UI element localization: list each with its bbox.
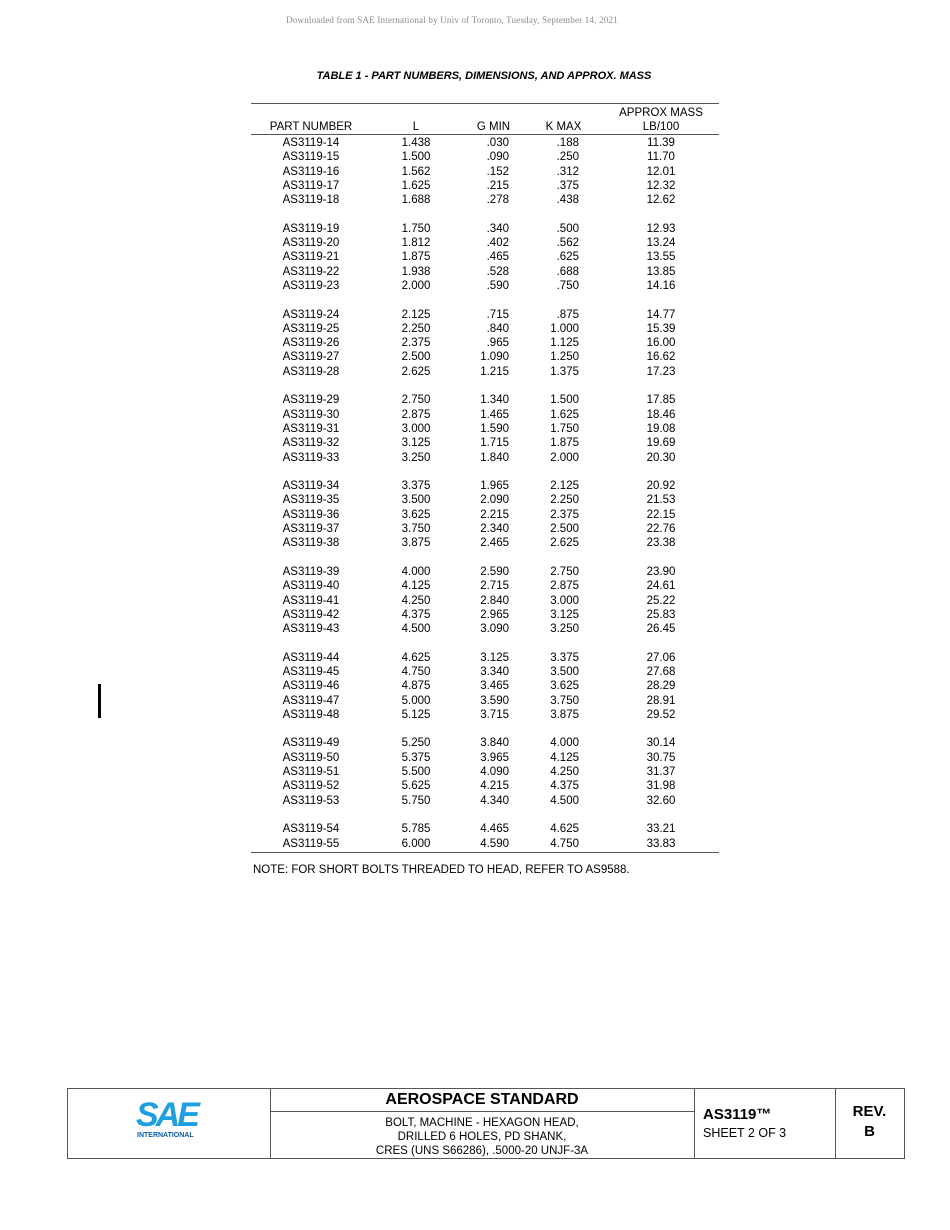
g-min-cell: .715: [486, 308, 509, 321]
k-max-cell: 2.750: [550, 565, 579, 578]
l-cell: 6.000: [401, 837, 431, 850]
l-cell: 1.625: [401, 179, 431, 192]
g-min-cell: 3.465: [480, 680, 509, 693]
mass-cell: 31.98: [646, 780, 676, 793]
l-cell: 3.625: [401, 508, 431, 521]
part-number-cell: AS3119-37: [282, 523, 340, 536]
table-row: [251, 436, 719, 450]
document-cell: [694, 1089, 836, 1158]
part-number-cell: AS3119-49: [282, 737, 340, 750]
l-cell: 4.750: [401, 665, 431, 678]
part-number-cell: AS3119-38: [282, 537, 340, 550]
part-number-cell: AS3119-39: [282, 565, 340, 578]
k-max-cell: 1.250: [550, 351, 579, 364]
mass-cell: 20.30: [646, 451, 676, 464]
mass-cell: 27.06: [646, 651, 676, 664]
table-row: [251, 694, 719, 708]
g-min-cell: 3.125: [480, 651, 509, 664]
row-group: [251, 651, 719, 722]
l-cell: 3.125: [401, 437, 431, 450]
l-cell: 4.250: [401, 594, 431, 607]
mass-cell: 32.60: [646, 794, 676, 807]
mass-cell: 14.16: [646, 279, 676, 292]
g-min-cell: 2.715: [480, 580, 509, 593]
part-description: [270, 1116, 694, 1158]
part-number-cell: AS3119-50: [282, 751, 340, 764]
k-max-cell: 4.125: [550, 751, 579, 764]
k-max-cell: 2.125: [550, 480, 579, 493]
table-row: [251, 393, 719, 407]
description-line: CRES (UNS S66286), .5000-20 UNJF-3A: [375, 1145, 589, 1157]
part-number-cell: AS3119-32: [282, 437, 340, 450]
part-number-cell: AS3119-45: [282, 665, 340, 678]
k-max-cell: 3.750: [550, 694, 579, 707]
mass-cell: 19.69: [646, 437, 676, 450]
l-cell: 3.750: [401, 523, 431, 536]
table-row: [251, 265, 719, 279]
l-cell: 4.625: [401, 651, 431, 664]
mass-cell: 21.53: [646, 494, 676, 507]
mass-cell: 28.91: [646, 694, 676, 707]
row-group: [251, 479, 719, 550]
part-number-cell: AS3119-47: [282, 694, 340, 707]
row-group: [251, 393, 719, 464]
header-mass-line2: LB/100: [642, 121, 680, 133]
part-number-cell: AS3119-43: [282, 623, 340, 636]
table-row: [251, 765, 719, 779]
k-max-cell: .562: [556, 237, 579, 250]
part-number-cell: AS3119-42: [282, 608, 340, 621]
part-number-cell: AS3119-19: [282, 222, 340, 235]
part-number-cell: AS3119-41: [282, 594, 340, 607]
part-number-cell: AS3119-23: [282, 279, 340, 292]
part-number-cell: AS3119-18: [282, 194, 340, 207]
part-number-cell: AS3119-28: [282, 365, 340, 378]
l-cell: 3.250: [401, 451, 431, 464]
part-number-cell: AS3119-51: [282, 766, 340, 779]
k-max-cell: 1.375: [550, 365, 579, 378]
table-row: [251, 136, 719, 150]
k-max-cell: 4.625: [550, 823, 579, 836]
table-row: [251, 365, 719, 379]
k-max-cell: .375: [556, 179, 579, 192]
sae-logo-cell: [68, 1089, 271, 1158]
mass-cell: 19.08: [646, 422, 676, 435]
g-min-cell: 3.715: [480, 708, 509, 721]
k-max-cell: .500: [556, 222, 579, 235]
part-number-cell: AS3119-21: [282, 251, 340, 264]
g-min-cell: .215: [486, 179, 509, 192]
g-min-cell: 2.965: [480, 608, 509, 621]
part-number-cell: AS3119-14: [282, 137, 340, 149]
mass-cell: 20.92: [646, 480, 676, 493]
part-number-cell: AS3119-34: [282, 480, 340, 493]
mass-cell: 13.55: [646, 251, 676, 264]
sae-logo-text: SAE: [136, 1096, 197, 1134]
parts-table: [251, 103, 719, 853]
k-max-cell: 3.625: [550, 680, 579, 693]
document-number: AS3119™: [703, 1106, 772, 1123]
g-min-cell: 1.340: [480, 394, 509, 407]
l-cell: 2.500: [401, 351, 431, 364]
k-max-cell: .250: [556, 151, 579, 164]
table-row: [251, 479, 719, 493]
k-max-cell: 3.375: [550, 651, 579, 664]
part-number-cell: AS3119-24: [282, 308, 340, 321]
k-max-cell: 3.500: [550, 665, 579, 678]
k-max-cell: 1.750: [550, 422, 579, 435]
part-number-cell: AS3119-52: [282, 780, 340, 793]
part-number-cell: AS3119-20: [282, 237, 340, 250]
table-row: [251, 522, 719, 536]
header-l: L: [412, 121, 420, 133]
g-min-cell: 3.340: [480, 665, 509, 678]
g-min-cell: .090: [486, 151, 509, 164]
l-cell: 2.125: [401, 308, 431, 321]
table-row: [251, 322, 719, 336]
l-cell: 3.000: [401, 422, 431, 435]
part-number-cell: AS3119-30: [282, 408, 340, 421]
l-cell: 1.688: [401, 194, 431, 207]
g-min-cell: .402: [486, 237, 509, 250]
k-max-cell: 1.000: [550, 322, 579, 335]
l-cell: 2.750: [401, 394, 431, 407]
mass-cell: 16.62: [646, 351, 676, 364]
sae-logo-subtext: INTERNATIONAL: [137, 1132, 194, 1139]
l-cell: 3.375: [401, 480, 431, 493]
table-row: [251, 679, 719, 693]
table-row: [251, 508, 719, 522]
mass-cell: 18.46: [646, 408, 676, 421]
table-row: [251, 837, 719, 851]
k-max-cell: 1.500: [550, 394, 579, 407]
l-cell: 1.812: [401, 237, 431, 250]
description-line: DRILLED 6 HOLES, PD SHANK,: [397, 1131, 567, 1143]
part-number-cell: AS3119-33: [282, 451, 340, 464]
part-number-cell: AS3119-53: [282, 794, 340, 807]
row-group: [251, 565, 719, 636]
part-number-cell: AS3119-26: [282, 337, 340, 350]
mass-cell: 14.77: [646, 308, 676, 321]
k-max-cell: 4.250: [550, 766, 579, 779]
download-watermark: Downloaded from SAE International by Univ of Toronto, Tuesday, September 14, 2021: [286, 15, 618, 25]
table-title: TABLE 1 - PART NUMBERS, DIMENSIONS, AND APPROX. MASS: [316, 70, 652, 82]
header-approx-mass: [606, 106, 716, 134]
g-min-cell: 4.090: [480, 766, 509, 779]
l-cell: 2.875: [401, 408, 431, 421]
table-row: [251, 308, 719, 322]
revision-label: REV.: [852, 1103, 887, 1120]
k-max-cell: .875: [556, 308, 579, 321]
table-row: [251, 751, 719, 765]
header-mass-line1: APPROX MASS: [619, 107, 703, 119]
g-min-cell: 1.715: [480, 437, 509, 450]
description-line: BOLT, MACHINE - HEXAGON HEAD,: [385, 1117, 579, 1129]
g-min-cell: 2.215: [480, 508, 509, 521]
k-max-cell: 2.625: [550, 537, 579, 550]
mass-cell: 26.45: [646, 623, 676, 636]
part-number-cell: AS3119-31: [282, 422, 340, 435]
table-row: [251, 451, 719, 465]
table-header: [251, 104, 719, 135]
table-row: [251, 408, 719, 422]
mass-cell: 22.15: [646, 508, 676, 521]
row-group: [251, 308, 719, 379]
l-cell: 4.125: [401, 580, 431, 593]
g-min-cell: 1.215: [480, 365, 509, 378]
g-min-cell: .152: [486, 165, 509, 178]
g-min-cell: 2.840: [480, 594, 509, 607]
l-cell: 4.875: [401, 680, 431, 693]
g-min-cell: 4.215: [480, 780, 509, 793]
l-cell: 5.125: [401, 708, 431, 721]
g-min-cell: 1.965: [480, 480, 509, 493]
k-max-cell: 4.500: [550, 794, 579, 807]
k-max-cell: 3.875: [550, 708, 579, 721]
row-group: [251, 222, 719, 293]
g-min-cell: 4.465: [480, 823, 509, 836]
g-min-cell: .528: [486, 265, 509, 278]
table-row: [251, 736, 719, 750]
table-row: [251, 222, 719, 236]
part-number-cell: AS3119-46: [282, 680, 340, 693]
row-group: [251, 736, 719, 807]
g-min-cell: 3.590: [480, 694, 509, 707]
l-cell: 5.750: [401, 794, 431, 807]
standard-type: AEROSPACE STANDARD: [270, 1089, 694, 1112]
l-cell: 1.938: [401, 265, 431, 278]
k-max-cell: .688: [556, 265, 579, 278]
l-cell: 5.375: [401, 751, 431, 764]
g-min-cell: .030: [486, 137, 509, 149]
k-max-cell: 3.000: [550, 594, 579, 607]
mass-cell: 25.22: [646, 594, 676, 607]
l-cell: 2.375: [401, 337, 431, 350]
l-cell: 5.250: [401, 737, 431, 750]
revision-change-bar: [98, 684, 101, 718]
l-cell: 5.500: [401, 766, 431, 779]
g-min-cell: 3.840: [480, 737, 509, 750]
mass-cell: 11.39: [647, 137, 675, 149]
k-max-cell: .188: [556, 137, 579, 149]
part-number-cell: AS3119-25: [282, 322, 340, 335]
table-body: [251, 135, 719, 852]
k-max-cell: .312: [556, 165, 579, 178]
mass-cell: 25.83: [646, 608, 676, 621]
k-max-cell: 2.250: [550, 494, 579, 507]
header-k-max: K MAX: [545, 121, 582, 133]
part-number-cell: AS3119-44: [282, 651, 340, 664]
l-cell: 1.750: [401, 222, 431, 235]
mass-cell: 23.90: [646, 565, 676, 578]
part-number-cell: AS3119-27: [282, 351, 340, 364]
g-min-cell: 2.465: [480, 537, 509, 550]
mass-cell: 17.85: [646, 394, 676, 407]
table-row: [251, 536, 719, 550]
g-min-cell: .340: [486, 222, 509, 235]
table-row: [251, 422, 719, 436]
g-min-cell: 1.840: [480, 451, 509, 464]
g-min-cell: 3.965: [480, 751, 509, 764]
g-min-cell: 4.590: [480, 837, 509, 850]
mass-cell: 16.00: [646, 337, 676, 350]
sheet-number: SHEET 2 OF 3: [703, 1126, 787, 1140]
mass-cell: 33.21: [646, 823, 676, 836]
mass-cell: 24.61: [646, 580, 676, 593]
row-group: [251, 136, 719, 207]
table-row: [251, 150, 719, 164]
mass-cell: 15.39: [646, 322, 676, 335]
k-max-cell: 1.125: [550, 337, 579, 350]
mass-cell: 23.38: [646, 537, 676, 550]
mass-cell: 28.29: [646, 680, 676, 693]
table-row: [251, 594, 719, 608]
l-cell: 5.785: [401, 823, 431, 836]
header-part-number: PART NUMBER: [269, 121, 353, 133]
g-min-cell: 3.090: [480, 623, 509, 636]
g-min-cell: .590: [486, 279, 509, 292]
k-max-cell: 4.000: [550, 737, 579, 750]
mass-cell: 22.76: [646, 523, 676, 536]
mass-cell: 12.32: [646, 179, 676, 192]
mass-cell: 30.14: [646, 737, 676, 750]
l-cell: 2.000: [401, 279, 431, 292]
table-row: [251, 350, 719, 364]
table-row: [251, 193, 719, 207]
l-cell: 2.250: [401, 322, 431, 335]
g-min-cell: 2.590: [480, 565, 509, 578]
g-min-cell: .965: [486, 337, 509, 350]
part-number-cell: AS3119-29: [282, 394, 340, 407]
g-min-cell: 1.465: [480, 408, 509, 421]
revision-cell: [835, 1089, 904, 1158]
part-number-cell: AS3119-16: [282, 165, 340, 178]
part-number-cell: AS3119-36: [282, 508, 340, 521]
g-min-cell: 1.090: [480, 351, 509, 364]
table-row: [251, 608, 719, 622]
g-min-cell: .840: [486, 322, 509, 335]
mass-cell: 17.23: [646, 365, 676, 378]
table-row: [251, 794, 719, 808]
g-min-cell: 4.340: [480, 794, 509, 807]
table-row: [251, 779, 719, 793]
k-max-cell: 2.375: [550, 508, 579, 521]
l-cell: 1.562: [401, 165, 431, 178]
table-row: [251, 179, 719, 193]
part-number-cell: AS3119-15: [282, 151, 340, 164]
part-number-cell: AS3119-17: [282, 179, 340, 192]
mass-cell: 13.85: [646, 265, 676, 278]
table-row: [251, 708, 719, 722]
table-row: [251, 565, 719, 579]
table-row: [251, 651, 719, 665]
mass-cell: 12.93: [646, 222, 676, 235]
mass-cell: 33.83: [646, 837, 676, 850]
mass-cell: 13.24: [646, 237, 676, 250]
mass-cell: 30.75: [646, 751, 676, 764]
part-number-cell: AS3119-55: [282, 837, 340, 850]
row-group: [251, 822, 719, 851]
table-row: [251, 665, 719, 679]
part-number-cell: AS3119-22: [282, 265, 340, 278]
k-max-cell: 1.625: [550, 408, 579, 421]
mass-cell: 31.37: [646, 766, 676, 779]
g-min-cell: 1.590: [480, 422, 509, 435]
k-max-cell: 2.875: [550, 580, 579, 593]
table-row: [251, 279, 719, 293]
table-row: [251, 250, 719, 264]
l-cell: 1.438: [401, 137, 431, 149]
table-row: [251, 165, 719, 179]
k-max-cell: .750: [556, 279, 579, 292]
mass-cell: 29.52: [646, 708, 676, 721]
revision-value: B: [864, 1123, 875, 1140]
title-cell: [270, 1089, 695, 1158]
g-min-cell: .278: [486, 194, 509, 207]
table-row: [251, 579, 719, 593]
mass-cell: 12.01: [646, 165, 676, 178]
table-row: [251, 336, 719, 350]
k-max-cell: 1.875: [550, 437, 579, 450]
table-note: NOTE: FOR SHORT BOLTS THREADED TO HEAD, REFER TO AS9588.: [253, 864, 630, 876]
k-max-cell: .625: [556, 251, 579, 264]
l-cell: 5.625: [401, 780, 431, 793]
part-number-cell: AS3119-35: [282, 494, 340, 507]
part-number-cell: AS3119-48: [282, 708, 340, 721]
k-max-cell: 2.500: [550, 523, 579, 536]
title-block: [67, 1088, 905, 1159]
l-cell: 4.500: [401, 623, 431, 636]
table-row: [251, 493, 719, 507]
part-number-cell: AS3119-54: [282, 823, 340, 836]
l-cell: 3.875: [401, 537, 431, 550]
k-max-cell: 3.250: [550, 623, 579, 636]
l-cell: 4.000: [401, 565, 431, 578]
table-row: [251, 822, 719, 836]
mass-cell: 11.70: [647, 151, 675, 164]
part-number-cell: AS3119-40: [282, 580, 340, 593]
l-cell: 5.000: [401, 694, 431, 707]
l-cell: 3.500: [401, 494, 431, 507]
l-cell: 1.500: [401, 151, 431, 164]
g-min-cell: 2.090: [480, 494, 509, 507]
l-cell: 2.625: [401, 365, 431, 378]
g-min-cell: 2.340: [480, 523, 509, 536]
header-g-min: G MIN: [476, 121, 511, 133]
sae-logo-icon: [136, 1096, 202, 1140]
l-cell: 1.875: [401, 251, 431, 264]
k-max-cell: 3.125: [550, 608, 579, 621]
l-cell: 4.375: [401, 608, 431, 621]
mass-cell: 27.68: [646, 665, 676, 678]
mass-cell: 12.62: [646, 194, 676, 207]
table-row: [251, 236, 719, 250]
table-row: [251, 622, 719, 636]
k-max-cell: 4.750: [550, 837, 579, 850]
k-max-cell: 4.375: [550, 780, 579, 793]
k-max-cell: 2.000: [550, 451, 579, 464]
k-max-cell: .438: [556, 194, 579, 207]
g-min-cell: .465: [486, 251, 509, 264]
